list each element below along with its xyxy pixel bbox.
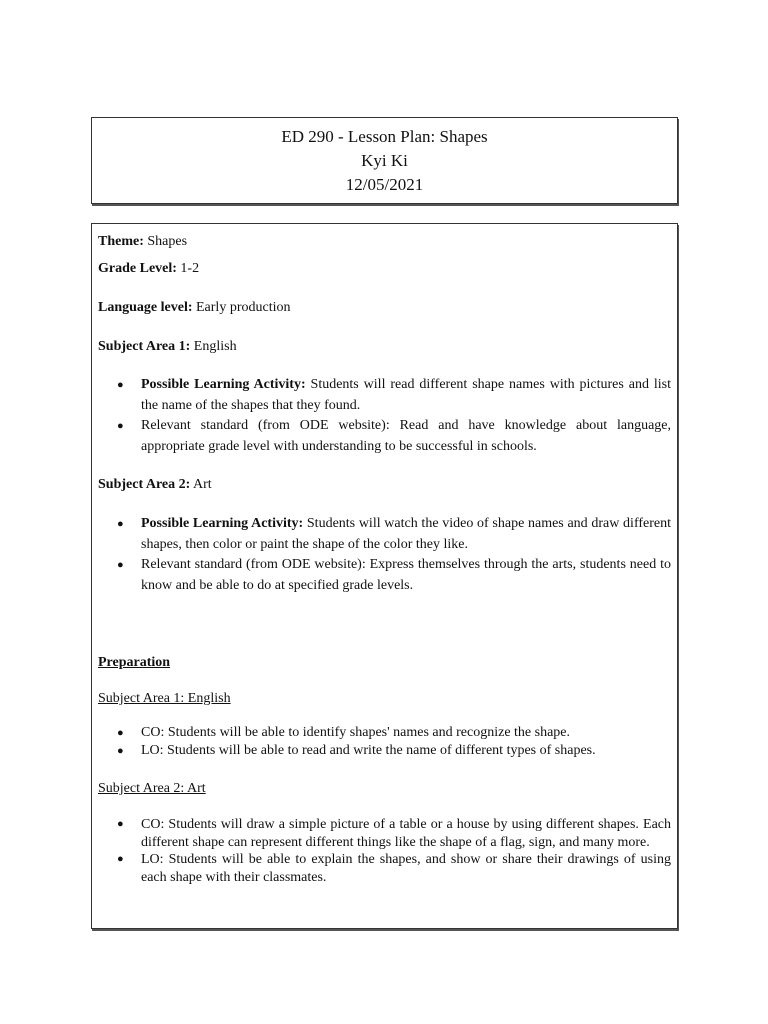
activity-label: Possible Learning Activity: [141, 377, 306, 392]
subject-area-1-field [98, 338, 237, 356]
bullet-icon: ● [117, 379, 124, 391]
bullet-icon: ● [117, 420, 124, 432]
bullet-icon: ● [117, 727, 124, 739]
standard-text: Relevant standard (from ODE website): Read and have knowledge about language, appropriate grade level with understanding to be successful in schools. [141, 418, 671, 454]
list-item [92, 416, 679, 457]
bullet-icon: ● [117, 518, 124, 530]
subject-area-2-field [98, 476, 212, 494]
bullet-icon: ● [117, 818, 124, 830]
prep-area-1-heading-text: Subject Area 1: English [98, 691, 231, 706]
list-item [92, 555, 679, 596]
subject-area-1-value: English [193, 339, 237, 354]
grade-level-field [98, 260, 199, 278]
prep-area-2-heading-text: Subject Area 2: Art [98, 781, 206, 796]
document-title: ED 290 - Lesson Plan: Shapes [281, 127, 488, 146]
subject-area-2-label: Subject Area 2: [98, 477, 191, 492]
lo-text: LO: Students will be able to read and write the name of different types of shapes. [141, 743, 596, 758]
prep-area-1-heading [98, 690, 231, 708]
activity-label: Possible Learning Activity: [141, 516, 304, 531]
list-item [92, 851, 679, 886]
lo-text: LO: Students will be able to explain the shapes, and show or share their drawings of using each shape with their classmates. [141, 852, 671, 885]
preparation-heading [98, 654, 170, 672]
grade-level-label: Grade Level: [98, 261, 177, 276]
list-item [92, 816, 679, 851]
preparation-heading-text: Preparation [98, 655, 171, 670]
grade-level-value: 1-2 [180, 261, 200, 276]
theme-field [98, 233, 187, 251]
list-item [92, 742, 679, 760]
co-text: CO: Students will draw a simple picture of a table or a house by using different shapes. Each different shape can represent different things like the shape of a flag, sign, and many more. [141, 817, 671, 850]
author-name: Kyi Ki [361, 151, 408, 170]
prep-area-1-bullets [92, 724, 679, 760]
list-item [92, 514, 679, 555]
subject-area-1-bullets [92, 375, 679, 457]
standard-text: Relevant standard (from ODE website): Express themselves through the arts, students need to know and be able to do at specified grade levels. [141, 557, 671, 593]
document-date: 12/05/2021 [345, 175, 424, 194]
bullet-icon: ● [117, 559, 124, 571]
bullet-icon: ● [117, 745, 124, 757]
language-level-field [98, 299, 290, 317]
co-text: CO: Students will be able to identify shapes' names and recognize the shape. [141, 725, 571, 740]
theme-value: Shapes [147, 234, 188, 249]
subject-area-1-label: Subject Area 1: [98, 339, 191, 354]
theme-label: Theme: [98, 234, 144, 249]
language-level-value: Early production [196, 300, 291, 315]
activity-text: Students will watch the video of shape names and draw different shapes, then color or paint the shape of the color they like. [141, 516, 671, 552]
prep-area-2-heading [98, 780, 206, 798]
title-block [91, 117, 678, 204]
activity-text: Students will read different shape names with pictures and list the name of the shapes that they found. [141, 377, 671, 413]
list-item [92, 375, 679, 416]
subject-area-2-bullets [92, 514, 679, 596]
list-item [92, 724, 679, 742]
language-level-label: Language level: [98, 300, 193, 315]
bullet-icon: ● [117, 853, 124, 865]
subject-area-2-value: Art [193, 477, 212, 492]
prep-area-2-bullets [92, 816, 679, 886]
lesson-plan-body [91, 223, 678, 929]
